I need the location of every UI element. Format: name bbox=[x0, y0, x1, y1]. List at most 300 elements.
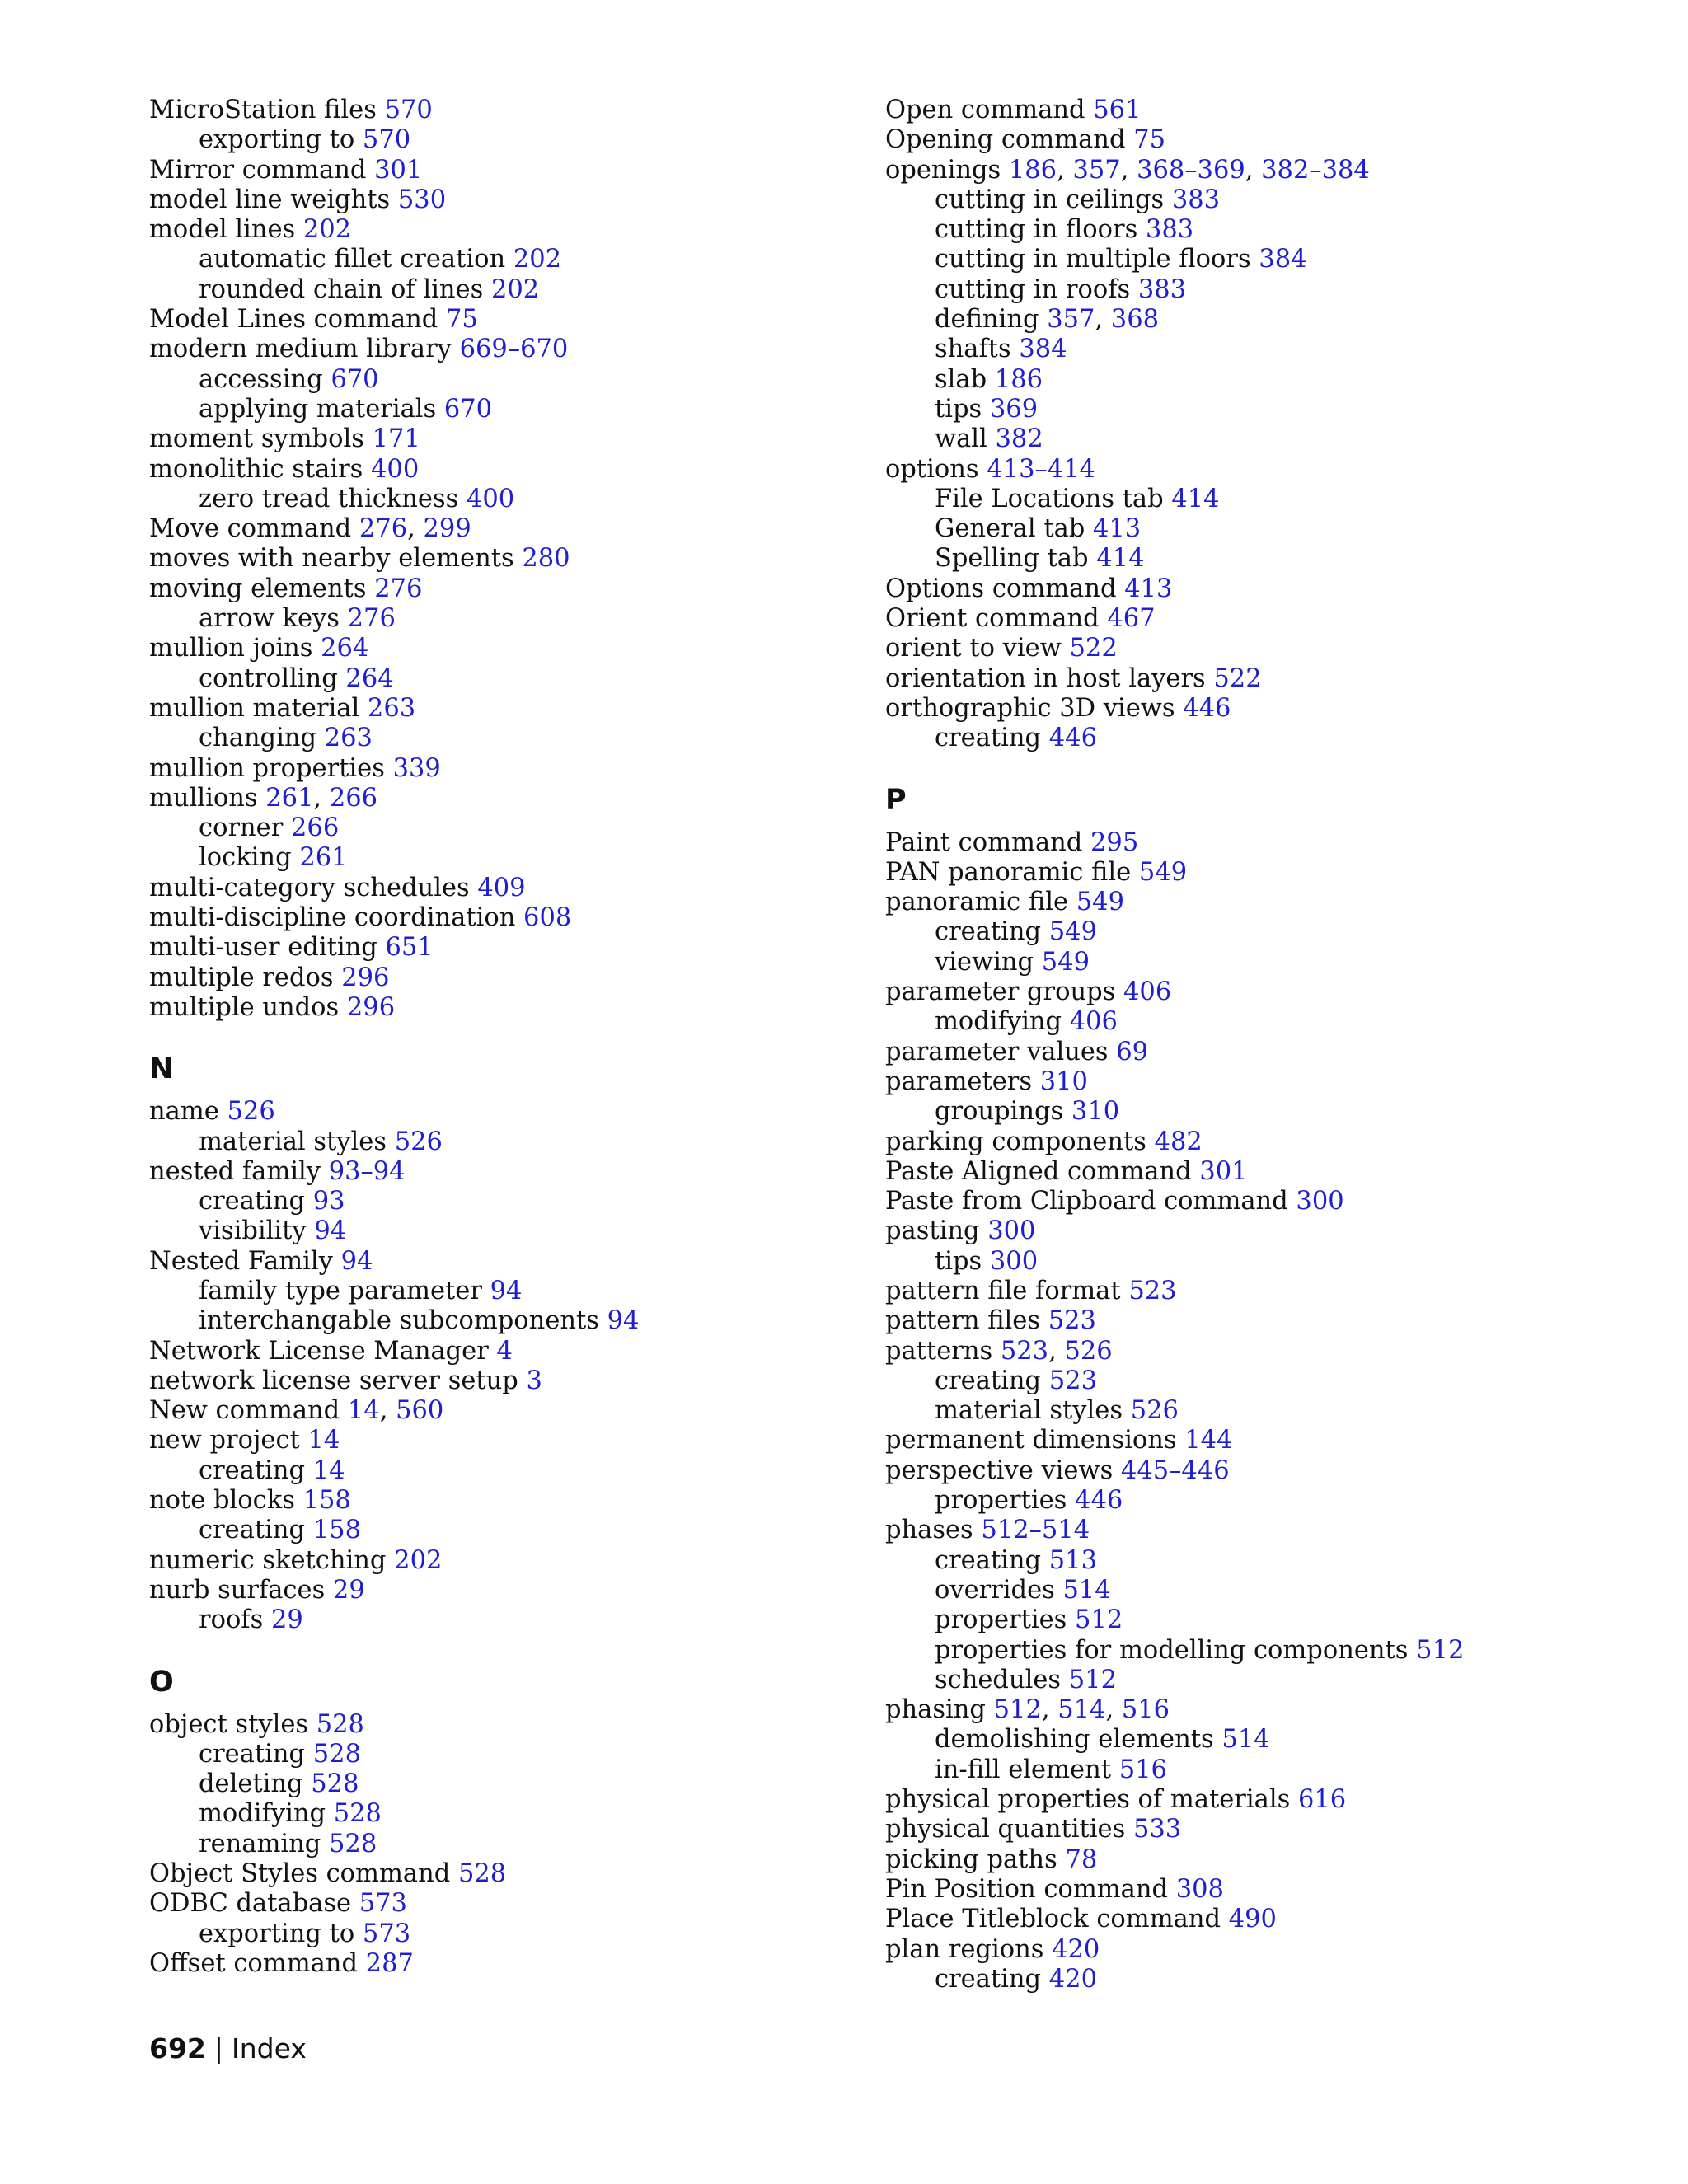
index-subentry: defining 357, 368 bbox=[935, 305, 1160, 335]
entry-term: material styles bbox=[199, 1127, 387, 1156]
index-entry bbox=[885, 664, 1627, 694]
page-link[interactable]: 528 bbox=[457, 1859, 507, 1889]
index-subentry bbox=[149, 1799, 858, 1829]
index-subentry bbox=[885, 1247, 1627, 1277]
page-link[interactable]: 526 bbox=[394, 1127, 443, 1156]
page-link[interactable]: 263 bbox=[367, 693, 416, 723]
page-link[interactable]: 413 bbox=[1124, 574, 1173, 603]
entry-term: creating bbox=[935, 1545, 1042, 1575]
index-entry bbox=[149, 634, 858, 663]
index-entry bbox=[149, 1157, 858, 1187]
index-subentry bbox=[885, 1007, 1627, 1037]
page-link[interactable]: 171 bbox=[372, 424, 420, 454]
entry-term: parameters bbox=[885, 1066, 1032, 1096]
page-link[interactable]: 526 bbox=[1130, 1396, 1179, 1426]
page-link[interactable]: 526 bbox=[1064, 1336, 1113, 1366]
entry-term: physical properties of materials bbox=[885, 1785, 1291, 1815]
page-link[interactable]: 384 bbox=[1259, 245, 1307, 274]
section-letter: P bbox=[885, 783, 907, 817]
index-subentry bbox=[885, 1636, 1627, 1666]
page-link[interactable]: 383 bbox=[1145, 215, 1194, 245]
index-entry bbox=[149, 544, 858, 574]
index-subentry bbox=[885, 485, 1627, 514]
page-link[interactable]: 482 bbox=[1154, 1127, 1203, 1156]
entry-term: overrides bbox=[935, 1575, 1055, 1605]
entry-term: picking paths bbox=[885, 1844, 1057, 1874]
entry-term: modifying bbox=[935, 1007, 1062, 1037]
entry-term: creating bbox=[199, 1187, 306, 1216]
entry-term: MicroStation files bbox=[149, 96, 377, 124]
entry-term: pattern files bbox=[885, 1306, 1040, 1336]
index-subentry bbox=[149, 843, 858, 873]
page-link[interactable]: 301 bbox=[374, 155, 423, 185]
page-link[interactable]: 514 bbox=[1221, 1725, 1270, 1755]
index-subentry bbox=[149, 1456, 858, 1486]
entry-term: moving elements bbox=[149, 574, 367, 603]
entry-term: New command bbox=[149, 1396, 340, 1426]
index-entry bbox=[149, 424, 858, 454]
entry-term: mullion joins bbox=[149, 634, 313, 663]
index-subentry bbox=[885, 275, 1627, 305]
entry-term: family type parameter bbox=[199, 1276, 482, 1305]
entry-term: Paste Aligned command bbox=[885, 1156, 1192, 1186]
page-link[interactable]: 523 bbox=[1000, 1336, 1049, 1366]
entry-term: monolithic stairs bbox=[149, 454, 363, 484]
entry-term: multiple redos bbox=[149, 963, 334, 992]
entry-term: schedules bbox=[935, 1665, 1062, 1694]
page-link[interactable]: 296 bbox=[346, 992, 396, 1022]
entry-term: slab bbox=[935, 364, 987, 394]
page-link[interactable]: 202 bbox=[490, 274, 540, 304]
index-entry bbox=[149, 335, 858, 364]
page-link[interactable]: 75 bbox=[1133, 125, 1165, 155]
page-link[interactable]: 382–384 bbox=[1261, 155, 1370, 185]
page-link[interactable]: 549 bbox=[1076, 888, 1124, 917]
entry-term: model line weights bbox=[149, 185, 391, 214]
index-subentry bbox=[885, 395, 1627, 424]
index-subentry bbox=[149, 1216, 858, 1246]
entry-term: cutting in ceilings bbox=[935, 185, 1165, 214]
entry-term: Place Titleblock command bbox=[885, 1905, 1221, 1934]
page-link[interactable]: 523 bbox=[1128, 1276, 1177, 1305]
entry-term: properties for modelling components bbox=[935, 1635, 1409, 1665]
index-entry bbox=[149, 874, 858, 903]
entry-term: pattern file format bbox=[885, 1276, 1121, 1305]
entry-term: perspective views bbox=[885, 1455, 1114, 1485]
page-link[interactable]: 406 bbox=[1123, 977, 1172, 1007]
page-link[interactable]: 561 bbox=[1093, 96, 1142, 124]
entry-term: interchangable subcomponents bbox=[199, 1306, 599, 1336]
page-link[interactable]: 406 bbox=[1069, 1007, 1118, 1037]
entry-term: creating bbox=[935, 724, 1042, 753]
footer-separator: | bbox=[213, 2032, 224, 2064]
page-link[interactable]: 266 bbox=[329, 783, 378, 813]
entry-term: patterns bbox=[885, 1336, 993, 1366]
index-subentry bbox=[885, 1755, 1627, 1785]
entry-term: orient to view bbox=[885, 634, 1062, 663]
index-entry bbox=[885, 694, 1627, 724]
page-link[interactable]: 570 bbox=[362, 125, 411, 155]
index-entry bbox=[885, 1456, 1627, 1486]
entry-term: tips bbox=[935, 1246, 982, 1276]
index-entry bbox=[885, 1516, 1627, 1545]
page-link[interactable]: 670 bbox=[443, 394, 493, 424]
entry-term: File Locations tab bbox=[935, 484, 1164, 513]
entry-term: openings bbox=[885, 155, 1001, 185]
page-link[interactable]: 414 bbox=[1171, 484, 1220, 513]
page-link[interactable]: 512 bbox=[1075, 1605, 1123, 1635]
index-entry bbox=[885, 96, 1627, 125]
page-link[interactable]: 446 bbox=[1075, 1486, 1123, 1516]
page-link[interactable]: 186 bbox=[1008, 155, 1057, 185]
index-column-right bbox=[885, 96, 1627, 1994]
index-entry bbox=[149, 96, 858, 125]
page-link[interactable]: 669–670 bbox=[459, 335, 569, 364]
page-link[interactable]: 78 bbox=[1065, 1844, 1098, 1874]
page-link[interactable]: 383 bbox=[1171, 185, 1221, 214]
entry-term: creating bbox=[199, 1455, 306, 1485]
index-subentry bbox=[149, 365, 858, 395]
index-subentry bbox=[885, 544, 1627, 574]
page-link[interactable]: 299 bbox=[423, 514, 471, 544]
page-link[interactable]: 420 bbox=[1052, 1934, 1100, 1964]
page-link[interactable]: 446 bbox=[1183, 693, 1231, 723]
entry-term: mullion material bbox=[149, 693, 360, 723]
page-link[interactable]: 357 bbox=[1072, 155, 1121, 185]
index-subentry bbox=[885, 724, 1627, 753]
entry-term: properties bbox=[935, 1605, 1067, 1635]
index-entry bbox=[885, 888, 1627, 917]
index-entry bbox=[885, 604, 1627, 634]
entry-term: Network License Manager bbox=[149, 1336, 489, 1366]
page-link[interactable]: 14 bbox=[312, 1455, 345, 1485]
entry-term: permanent dimensions bbox=[885, 1426, 1177, 1455]
index-entry: phasing 512, 514, 516 bbox=[885, 1695, 1170, 1725]
page-link[interactable]: 202 bbox=[513, 245, 562, 274]
index-subentry bbox=[149, 1187, 858, 1216]
page-link[interactable]: 287 bbox=[365, 1948, 414, 1978]
page-link[interactable]: 516 bbox=[1118, 1755, 1167, 1784]
entry-term: accessing bbox=[199, 364, 323, 394]
page-link[interactable]: 526 bbox=[227, 1097, 275, 1127]
entry-term: rounded chain of lines bbox=[199, 274, 484, 304]
page-link[interactable]: 414 bbox=[1096, 544, 1145, 574]
page-link[interactable]: 549 bbox=[1138, 857, 1188, 887]
page-link[interactable]: 409 bbox=[477, 873, 526, 902]
page-link[interactable]: 446 bbox=[1048, 724, 1097, 753]
index-subentry bbox=[149, 1830, 858, 1859]
page-link[interactable]: 514 bbox=[1062, 1575, 1111, 1605]
entry-term: creating bbox=[199, 1739, 306, 1769]
entry-term: modifying bbox=[199, 1799, 326, 1829]
page-link[interactable]: 4 bbox=[496, 1336, 513, 1366]
page-link[interactable]: 523 bbox=[1048, 1366, 1097, 1395]
index-subentry bbox=[149, 604, 858, 634]
index-subentry bbox=[149, 125, 858, 155]
entry-term: Paste from Clipboard command bbox=[885, 1187, 1288, 1216]
page-link[interactable]: 93–94 bbox=[328, 1156, 406, 1186]
page-link[interactable]: 651 bbox=[385, 933, 434, 963]
index-subentry bbox=[885, 424, 1627, 454]
index-entry bbox=[885, 125, 1627, 155]
page-link[interactable]: 528 bbox=[329, 1829, 377, 1858]
page-link[interactable]: 533 bbox=[1132, 1815, 1182, 1844]
page-link[interactable]: 158 bbox=[302, 1486, 351, 1516]
entry-term: pasting bbox=[885, 1216, 980, 1246]
page-link[interactable]: 202 bbox=[394, 1545, 443, 1575]
entry-term: Pin Position command bbox=[885, 1874, 1169, 1904]
page-link[interactable]: 670 bbox=[331, 364, 379, 394]
index-subentry bbox=[885, 1396, 1627, 1426]
index-entry bbox=[885, 574, 1627, 604]
entry-term: physical quantities bbox=[885, 1815, 1126, 1844]
entry-term: numeric sketching bbox=[149, 1545, 387, 1575]
page-link[interactable]: 382 bbox=[995, 424, 1043, 454]
index-subentry bbox=[885, 1097, 1627, 1127]
index-entry bbox=[149, 1546, 858, 1576]
page-link[interactable]: 616 bbox=[1297, 1785, 1347, 1815]
index-entry bbox=[885, 1875, 1627, 1905]
page-link[interactable]: 300 bbox=[987, 1216, 1036, 1246]
page-link[interactable]: 549 bbox=[1041, 947, 1090, 977]
index-entry bbox=[149, 993, 858, 1023]
entry-term: creating bbox=[935, 1366, 1042, 1395]
entry-term: material styles bbox=[935, 1396, 1123, 1426]
index-subentry bbox=[885, 335, 1627, 364]
index-entry bbox=[885, 1187, 1627, 1216]
entry-term: corner bbox=[199, 813, 284, 843]
entry-term: creating bbox=[935, 1964, 1042, 1994]
page-link[interactable]: 528 bbox=[316, 1709, 364, 1739]
index-entry bbox=[149, 1247, 858, 1277]
entry-term: parameter values bbox=[885, 1037, 1109, 1066]
entry-term: nested family bbox=[149, 1156, 321, 1186]
page-link[interactable]: 93 bbox=[312, 1187, 345, 1216]
entry-term: mullion properties bbox=[149, 753, 385, 783]
index-entry bbox=[149, 1486, 858, 1516]
index-entry bbox=[149, 455, 858, 485]
entry-term: moment symbols bbox=[149, 424, 364, 454]
index-subentry bbox=[149, 813, 858, 843]
index-entry bbox=[149, 903, 858, 933]
entry-term: multi-category schedules bbox=[149, 873, 470, 902]
index-subentry bbox=[885, 1576, 1627, 1605]
page-link[interactable]: 522 bbox=[1069, 634, 1118, 663]
page-link[interactable]: 202 bbox=[302, 215, 352, 245]
index-entry bbox=[149, 933, 858, 963]
page-link[interactable]: 276 bbox=[359, 514, 408, 544]
page-link[interactable]: 369 bbox=[989, 394, 1039, 424]
entry-term: cutting in multiple floors bbox=[935, 245, 1251, 274]
page-link[interactable]: 295 bbox=[1090, 827, 1139, 857]
page-link[interactable]: 400 bbox=[466, 484, 515, 513]
page-link[interactable]: 560 bbox=[396, 1396, 444, 1426]
page-link[interactable]: 523 bbox=[1048, 1306, 1096, 1336]
page-link[interactable]: 490 bbox=[1228, 1905, 1277, 1934]
page-link[interactable]: 528 bbox=[312, 1739, 361, 1769]
page-link[interactable]: 420 bbox=[1048, 1964, 1097, 1994]
page-link[interactable]: 264 bbox=[321, 634, 369, 663]
page-link[interactable]: 276 bbox=[374, 574, 423, 603]
page-link[interactable]: 94 bbox=[607, 1306, 640, 1336]
entry-term: renaming bbox=[199, 1829, 321, 1858]
entry-term: name bbox=[149, 1097, 219, 1127]
page-link[interactable]: 383 bbox=[1137, 274, 1187, 304]
index-subentry bbox=[149, 245, 858, 274]
index-subentry bbox=[149, 1769, 858, 1799]
index-subentry bbox=[885, 245, 1627, 274]
page-link[interactable]: 308 bbox=[1175, 1874, 1224, 1904]
index-subentry bbox=[149, 1306, 858, 1336]
entry-term: Object Styles command bbox=[149, 1859, 451, 1889]
page-link[interactable]: 3 bbox=[526, 1366, 542, 1395]
page-link[interactable]: 280 bbox=[522, 544, 570, 574]
index-entry: patterns 523, 526 bbox=[885, 1336, 1113, 1366]
page-link[interactable]: 310 bbox=[1071, 1097, 1120, 1127]
entry-term: Orient command bbox=[885, 604, 1100, 634]
page-link[interactable]: 573 bbox=[359, 1889, 407, 1919]
page-link[interactable]: 14 bbox=[307, 1426, 340, 1455]
index-entry bbox=[885, 977, 1627, 1007]
entry-term: Options command bbox=[885, 574, 1117, 603]
page-link[interactable]: 29 bbox=[270, 1605, 303, 1635]
entry-term: viewing bbox=[935, 947, 1034, 977]
entry-term: defining bbox=[935, 305, 1039, 335]
page-link[interactable]: 522 bbox=[1213, 663, 1262, 693]
index-subentry bbox=[149, 395, 858, 424]
page-link[interactable]: 144 bbox=[1184, 1426, 1233, 1455]
index-entry bbox=[149, 694, 858, 724]
page-link[interactable]: 513 bbox=[1048, 1545, 1097, 1575]
page-link[interactable]: 467 bbox=[1107, 604, 1156, 634]
index-entry: mullions 261, 266 bbox=[149, 783, 378, 813]
page-link[interactable]: 570 bbox=[384, 96, 433, 124]
page-link[interactable]: 384 bbox=[1019, 335, 1067, 364]
page-link[interactable]: 608 bbox=[523, 903, 572, 933]
page-link[interactable]: 263 bbox=[324, 724, 373, 753]
entry-term: deleting bbox=[199, 1769, 303, 1799]
index-entry bbox=[885, 1815, 1627, 1844]
page-link[interactable]: 300 bbox=[989, 1246, 1039, 1276]
index-subentry bbox=[885, 1546, 1627, 1576]
page-link[interactable]: 261 bbox=[299, 843, 348, 873]
page-link[interactable]: 14 bbox=[347, 1396, 380, 1426]
page-link[interactable]: 445–446 bbox=[1120, 1455, 1230, 1485]
entry-term: new project bbox=[149, 1426, 300, 1455]
entry-term: arrow keys bbox=[199, 604, 340, 634]
entry-term: modern medium library bbox=[149, 335, 452, 364]
entry-term: locking bbox=[199, 843, 292, 873]
entry-term: cutting in floors bbox=[935, 215, 1138, 245]
entry-term: Move command bbox=[149, 514, 352, 544]
page-link[interactable]: 512 bbox=[1416, 1635, 1465, 1665]
page-link[interactable]: 368–369 bbox=[1137, 155, 1245, 185]
page-link[interactable]: 296 bbox=[341, 963, 390, 992]
entry-term: multiple undos bbox=[149, 992, 340, 1022]
index-entry bbox=[149, 1576, 858, 1605]
page-link[interactable]: 94 bbox=[340, 1246, 373, 1276]
index-entry bbox=[885, 1426, 1627, 1455]
entry-term: automatic fillet creation bbox=[199, 245, 506, 274]
page-link[interactable]: 261 bbox=[265, 783, 314, 813]
entry-term: Opening command bbox=[885, 125, 1126, 155]
page-link[interactable]: 530 bbox=[397, 185, 447, 214]
page-link[interactable]: 158 bbox=[312, 1516, 361, 1545]
page-link[interactable]: 549 bbox=[1048, 917, 1097, 947]
page-link[interactable]: 300 bbox=[1296, 1187, 1344, 1216]
entry-term: Open command bbox=[885, 96, 1085, 124]
page-link[interactable]: 339 bbox=[392, 753, 441, 783]
entry-term: model lines bbox=[149, 215, 296, 245]
entry-term: mullions bbox=[149, 783, 258, 813]
index-subentry bbox=[885, 917, 1627, 947]
page-link[interactable]: 528 bbox=[333, 1799, 382, 1829]
entry-term: controlling bbox=[199, 663, 338, 693]
entry-term: groupings bbox=[935, 1097, 1064, 1127]
index-entry bbox=[885, 858, 1627, 888]
page-link[interactable]: 368 bbox=[1110, 305, 1160, 335]
page-link[interactable]: 94 bbox=[314, 1216, 347, 1246]
entry-term: creating bbox=[199, 1516, 306, 1545]
page-link[interactable]: 413 bbox=[1093, 514, 1142, 544]
page-link[interactable]: 514 bbox=[1057, 1695, 1106, 1725]
page-link[interactable]: 413–414 bbox=[987, 454, 1095, 484]
page-link[interactable]: 266 bbox=[291, 813, 340, 843]
entry-term: moves with nearby elements bbox=[149, 544, 514, 574]
entry-term: plan regions bbox=[885, 1934, 1044, 1964]
index-subentry bbox=[885, 185, 1627, 215]
page-link[interactable]: 29 bbox=[332, 1575, 365, 1605]
index-entry bbox=[885, 1306, 1627, 1336]
index-entry bbox=[885, 1935, 1627, 1965]
index-subentry bbox=[149, 1605, 858, 1635]
page-link[interactable]: 75 bbox=[446, 305, 478, 335]
index-entry bbox=[885, 634, 1627, 663]
index-entry bbox=[885, 1067, 1627, 1097]
page-link[interactable]: 276 bbox=[347, 604, 396, 634]
entry-term: creating bbox=[935, 917, 1042, 947]
page-link[interactable]: 512 bbox=[993, 1695, 1042, 1725]
index-entry: Move command 276, 299 bbox=[149, 514, 471, 544]
entry-term: multi-user editing bbox=[149, 933, 377, 963]
index-subentry bbox=[885, 1666, 1627, 1695]
page-link[interactable]: 310 bbox=[1039, 1066, 1088, 1096]
entry-term: note blocks bbox=[149, 1486, 295, 1516]
index-subentry bbox=[885, 1605, 1627, 1635]
entry-term: nurb surfaces bbox=[149, 1575, 326, 1605]
index-entry bbox=[149, 1889, 858, 1919]
page-link[interactable]: 301 bbox=[1199, 1156, 1248, 1186]
entry-term: cutting in roofs bbox=[935, 274, 1131, 304]
entry-term: network license server setup bbox=[149, 1366, 518, 1395]
entry-term: exporting to bbox=[199, 125, 355, 155]
page-link[interactable]: 516 bbox=[1121, 1695, 1170, 1725]
index-entry bbox=[149, 1859, 858, 1889]
page-link[interactable]: 69 bbox=[1116, 1037, 1149, 1066]
page-link[interactable]: 94 bbox=[490, 1276, 523, 1305]
page-link[interactable]: 528 bbox=[311, 1769, 359, 1799]
page-link[interactable]: 400 bbox=[371, 454, 420, 484]
index-entry bbox=[885, 1127, 1627, 1157]
entry-term: ODBC database bbox=[149, 1889, 352, 1919]
index-subentry bbox=[885, 514, 1627, 544]
page-link[interactable]: 573 bbox=[362, 1919, 411, 1948]
page-link[interactable]: 186 bbox=[994, 364, 1043, 394]
page-link[interactable]: 357 bbox=[1047, 305, 1095, 335]
page-link[interactable]: 512–514 bbox=[981, 1516, 1090, 1545]
page-link[interactable]: 512 bbox=[1068, 1665, 1117, 1694]
page-link[interactable]: 264 bbox=[345, 663, 394, 693]
